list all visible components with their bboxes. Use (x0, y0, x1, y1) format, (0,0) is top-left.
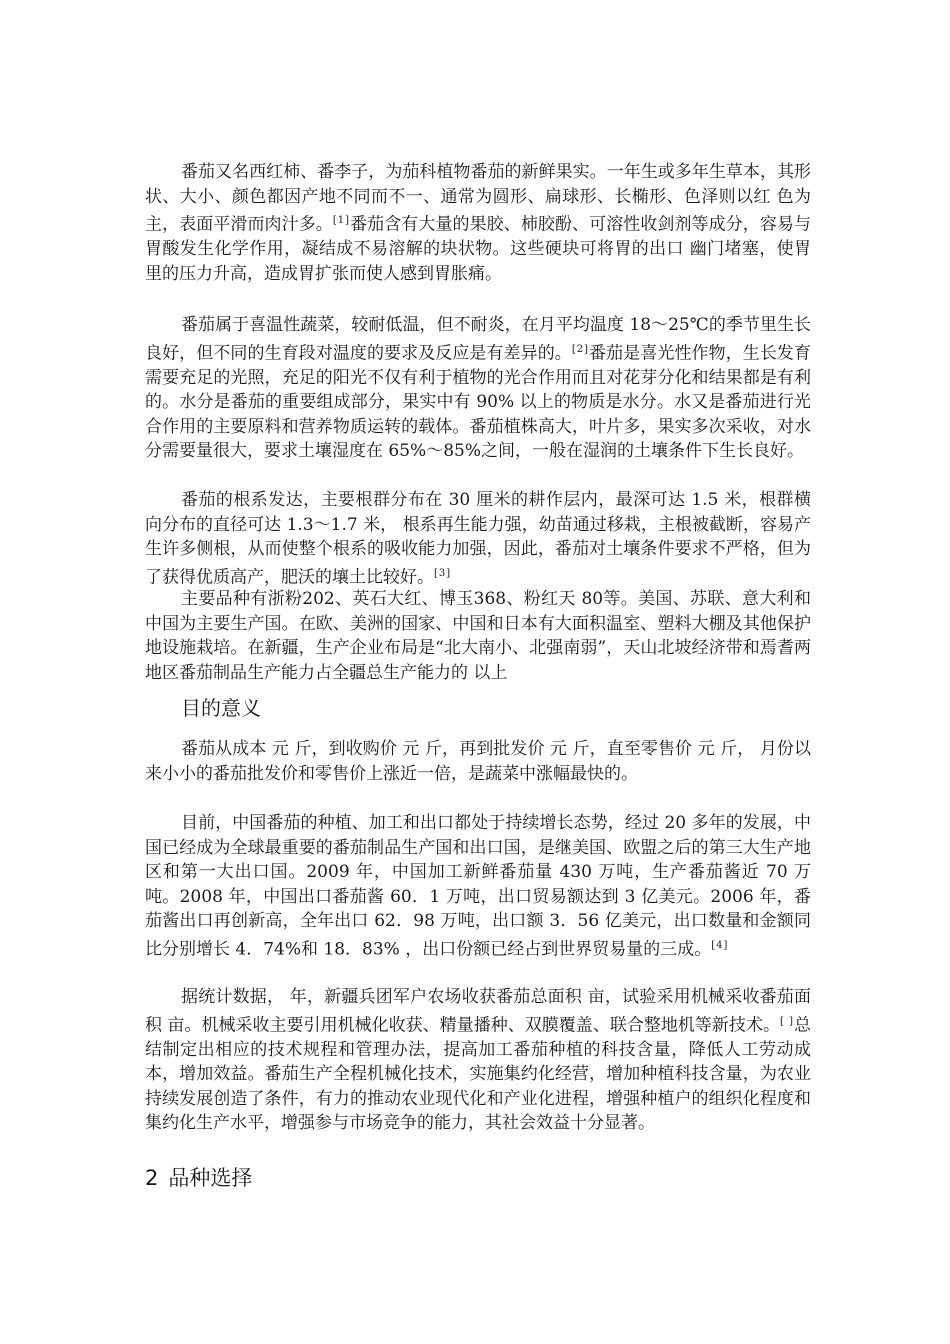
paragraph-text: 番茄是喜光性作物，生长发育需要充足的光照，充足的阳光不仅有利于植物的光合作用而且对花芽分化和结果都是有利的。水分是番茄的重要组成部分，果实中有 90% 以上的物质是水分。水又是番茄进行光合作用的主要原料和营养物质运转的载体。番茄植株高大，叶片多，果实多次采收，对水分需要量很大，要求土壤湿度在 65%～85%之间，一般在湿润的土壤条件下生长良好。 (145, 343, 811, 462)
section-number: 2 (145, 1166, 159, 1190)
section-heading-variety (145, 1163, 252, 1193)
paragraph-text: 目前，中国番茄的种植、加工和出口都处于持续增长态势，经过 20 多年的发展，中国已经成为全球最重要的番茄制品生产国和出口国，是继美国、欧盟之后的第三大生产地区和第一大出口国。2009 年，中国加工新鲜番茄量 430 万吨，生产番茄酱近 70 万吨。2008 年，中国出口番茄酱 60．1 万吨，出口贸易额达到 3 亿美元。2006 年，番茄酱出口再创新高，全年出口 62．98 万吨，出口额 3．56 亿美元，出口数量和金额同比分别增长 4．74%和 18．83% ，出口份额已经占到世界贸易量的三成。 (145, 813, 811, 960)
paragraph-growing-conditions (145, 313, 811, 464)
paragraph-industry-status (145, 811, 811, 962)
paragraph-text: 番茄从成本 元 斤，到收购价 元 斤，再到批发价 元 斤，直至零售价 元 斤， 月份以来小小的番茄批发价和零售价上涨近一倍，是蔬菜中涨幅最快的。 (145, 739, 811, 784)
paragraph-tomato-intro (145, 160, 811, 286)
citation-ref: [3] (434, 567, 452, 579)
sub-heading-purpose: 目的意义 (181, 696, 261, 720)
citation-ref: [1] (332, 215, 350, 226)
paragraph-text: 番茄的根系发达，主要根群分布在 30 厘米的耕作层内，最深可达 1.5 米，根群横向分布的直径可达 1.3～1.7 米， 根系再生能力强，幼苗通过移栽，主根被截断，容易产生许多侧根，从而使整个根系的吸收能力加强，因此，番茄对土壤条件要求不严格，但为了获得优质高产，肥沃的壤土比较好。 (145, 490, 811, 588)
paragraph-text: 据统计数据， 年，新疆兵团军户农场收获番茄总面积 亩，试验采用机械采收番茄面积 亩。机械采收主要引用机械化收获、精量播种、双膜覆盖、联合整地机等新技术。 (145, 987, 811, 1036)
paragraph-text: 番茄又名西红柿、番李子，为茄科植物番茄的新鲜果实。一年生或多年生草本，其形状、大小、颜色都因产地不同而不一、通常为圆形、扁球形、长椭形、色泽则以红 色为主，表面平滑而肉汁多。 (145, 162, 811, 235)
paragraph-price (145, 737, 811, 786)
citation-ref: [ ] (779, 1015, 794, 1027)
citation-ref: [2] (571, 343, 590, 355)
section-title: 品种选择 (168, 1166, 253, 1190)
citation-ref: [4] (711, 939, 729, 951)
paragraph-text: 番茄属于喜温性蔬菜，较耐低温，但不耐炎，在月平均温度 18～25℃的季节里生长良好，但不同的生育段对温度的要求及反应是有差异的。 (145, 315, 811, 364)
paragraph-varieties (145, 587, 811, 685)
paragraph-root-system (145, 488, 811, 590)
paragraph-statistics (145, 985, 811, 1136)
paragraph-text: 主要品种有浙粉202、英石大红、博玉368、粉红天 80等。美国、苏联、意大利和中国为主要生产国。在欧、美洲的国家、中国和日本有大面积温室、塑料大棚及其他保护地设施栽培。在新疆，生产企业布局是“北大南小、北强南弱”，天山北坡经济带和焉耆两地区番茄制品生产能力占全疆总生产能力的 以上 (145, 589, 811, 683)
paragraph-text: 总结制定出相应的技术规程和管理办法，提高加工番茄种植的科技含量，降低人工劳动成本，增加效益。番茄生产全程机械化技术，实施集约化经营，增加种植科技含量，为农业持续发展创造了条件，有力的推动农业现代化和产业化进程，增强种植户的组织化程度和集约化生产水平，增强参与市场竞争的能力，其社会效益十分显著。 (145, 1015, 811, 1134)
paragraph-text: 番茄含有大量的果胶、柿胶酚、可溶性收剑剂等成分，容易与胃酸发生化学作用，凝结成不易溶解的块状物。这些硬块可将胃的出口 幽门堵塞，使胃里的压力升高，造成胃扩张而使人感到胃胀痛。 (145, 214, 812, 284)
